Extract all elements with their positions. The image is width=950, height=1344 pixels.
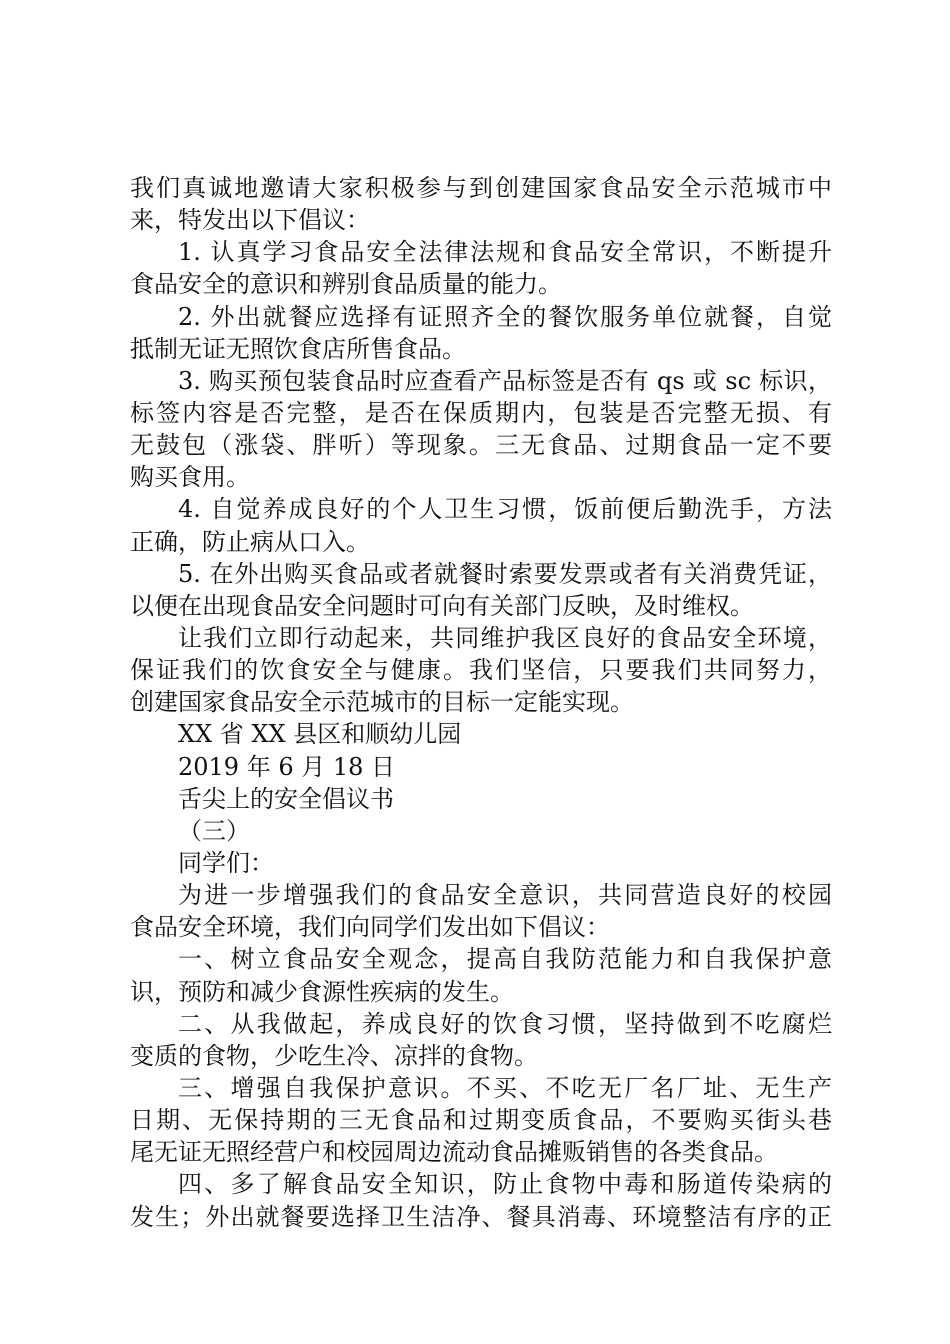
text-line: 为进一步增强我们的食品安全意识，共同营造良好的校园 [178,881,832,910]
text-line: 正确，防止病从口入。 [130,527,370,556]
text-line: 发生；外出就餐要选择卫生洁净、餐具消毒、环境整洁有序的正 [130,1202,832,1231]
text-line: 尾无证无照经营户和校园周边流动食品摊贩销售的各类食品。 [130,1138,778,1167]
text-line: 标签内容是否完整，是否在保质期内，包装是否完整无损、有 [130,398,832,427]
text-line: 来，特发出以下倡议： [130,206,370,235]
text-line: 3. 购买预包装食品时应查看产品标签是否有 qs 或 sc 标识， [178,366,832,395]
text-line: 四、多了解食品安全知识，防止食物中毒和肠道传染病的 [178,1170,832,1199]
text-line: 三、增强自我保护意识。不买、不吃无厂名厂址、无生产 [178,1073,832,1102]
text-line: 同学们： [178,848,274,877]
text-line: （三） [178,816,250,845]
text-line: 5. 在外出购买食品或者就餐时索要发票或者有关消费凭证， [178,559,832,588]
document-body [130,172,832,1233]
text-line: 我们真诚地邀请大家积极参与到创建国家食品安全示范城市中 [130,174,832,202]
text-line: 创建国家食品安全示范城市的目标一定能实现。 [130,688,634,717]
text-line: 识，预防和减少食源性疾病的发生。 [130,977,514,1006]
text-line: 让我们立即行动起来，共同维护我区良好的食品安全环境， [178,623,832,652]
text-line: 1. 认真学习食品安全法律法规和食品安全常识，不断提升 [178,238,832,267]
text-line: 以便在出现食品安全问题时可向有关部门反映，及时维权。 [130,591,754,620]
text-line: 食品安全环境，我们向同学们发出如下倡议： [130,913,610,942]
text-line: 保证我们的饮食安全与健康。我们坚信，只要我们共同努力， [130,656,832,685]
text-line: 一、树立食品安全观念，提高自我防范能力和自我保护意 [178,945,832,974]
text-line: 无鼓包（涨袋、胖听）等现象。三无食品、过期食品一定不要 [130,431,832,460]
text-line: 日期、无保持期的三无食品和过期变质食品，不要购买街头巷 [130,1106,832,1135]
text-line: 变质的食物，少吃生冷、凉拌的食物。 [130,1041,538,1070]
text-line: 食品安全的意识和辨别食品质量的能力。 [130,270,562,299]
text-line: 购买食用。 [130,463,250,492]
text-line: 4. 自觉养成良好的个人卫生习惯，饭前便后勤洗手，方法 [178,495,832,524]
text-line: 2. 外出就餐应选择有证照齐全的餐饮服务单位就餐，自觉 [178,302,832,331]
text-line: XX 省 XX 县区和顺幼儿园 [178,720,462,749]
text-line: 二、从我做起，养成良好的饮食习惯，坚持做到不吃腐烂 [178,1009,832,1038]
text-line: 舌尖上的安全倡议书 [178,784,394,813]
text-line: 抵制无证无照饮食店所售食品。 [130,334,466,363]
text-line: 2019 年 6 月 18 日 [178,752,396,781]
